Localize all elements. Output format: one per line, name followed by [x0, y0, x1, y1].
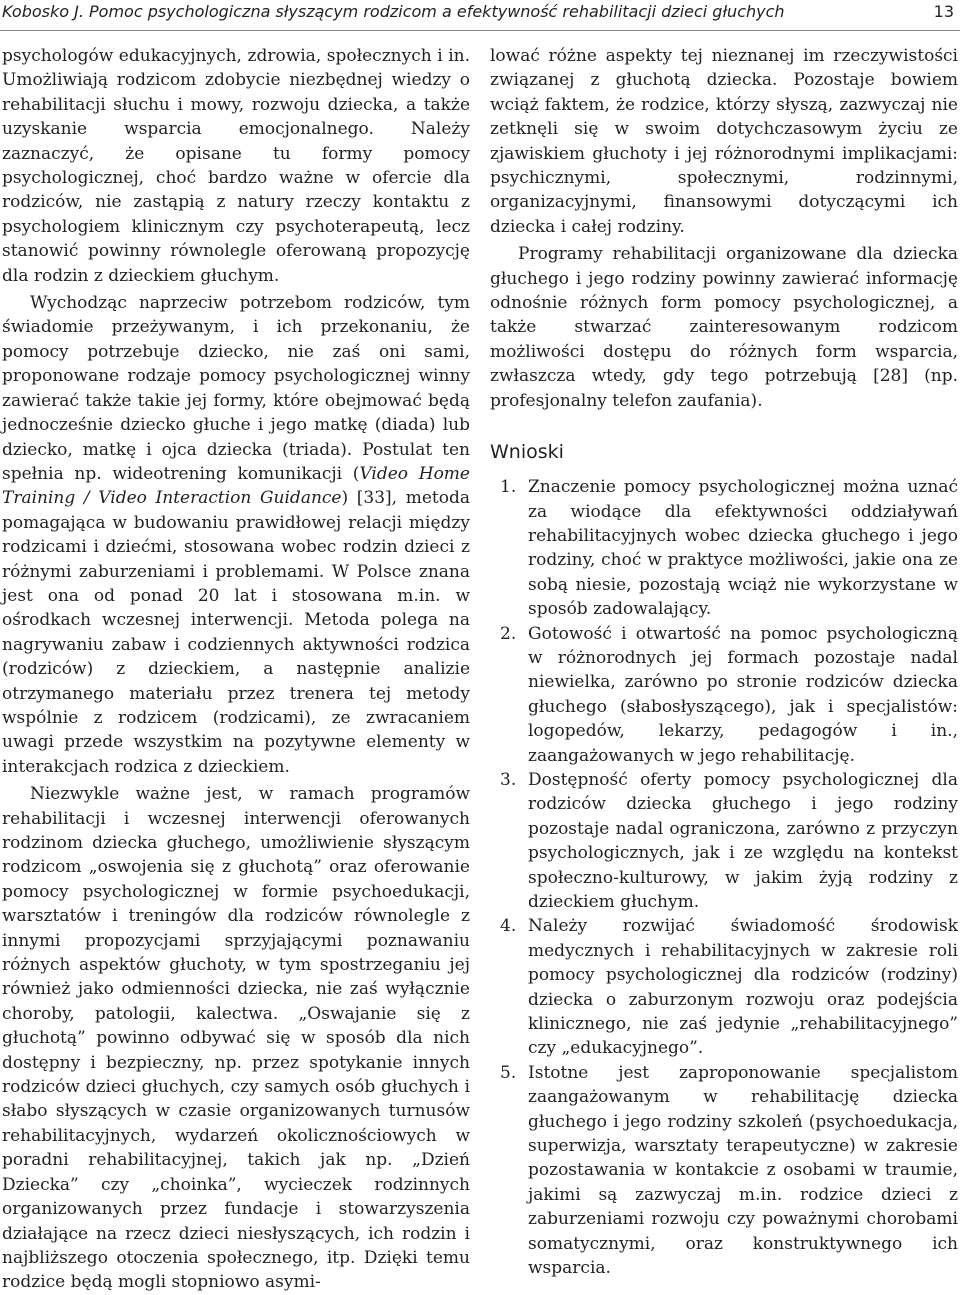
paragraph-text: ) [33], metoda pomagająca w budowaniu prawidłowej relacji między rodzicami i dziećmi, stosowana wobec rodzin dzieci z różnymi zaburzeniami i problemami. W Polsce znana jest ona od ponad 20 lat i stosowana m.in. w ośrodkach wczesnej interwencji. Metoda polega na nagrywaniu zabaw i codziennych aktywności rodzica (rodziców) z dzieckiem, a następnie analizie otrzymanego materiału przez trenera tej metody wspólnie z rodzicem (rodzicami), ze zwracaniem uwagi przede wszystkim na pozytywne elementy w interakcjach rodzica z dzieckiem. [2, 488, 470, 777]
item-text: Należy rozwijać świadomość środowisk medycznych i rehabilitacyjnych w zakresie roli pomocy psychologicznej dla rodziców (rodziny) dziecka o zaburzonym rozwoju oraz podejścia klinicznego, nie zaś jedynie „rehabilitacyjnego” czy „edukacyjnego”. [528, 916, 958, 1059]
list-item [490, 768, 958, 914]
right-column [490, 44, 958, 1281]
item-number: 2. [500, 623, 517, 644]
paragraph: psychologów edukacyjnych, zdrowia, społecznych i in. Umożliwiają rodzicom zdobycie niezbędnej wiedzy o rehabilitacji słuchu i mowy, rozwoju dziecka, a także uzyskanie wsparcia emocjonalnego. Należy zaznaczyć, że opisane tu formy pomocy psychologicznej, choć bardzo ważne w ofercie dla rodziców, nie zastąpią z natury rzeczy kontaktu z psychologiem klinicznym czy psychoterapeutą, lecz stanowić powinny równolegle oferowaną propozycję dla rodzin z dzieckiem głuchym. [2, 46, 470, 286]
item-text: Znaczenie pomocy psychologicznej można uznać za wiodące dla efektywności oddziaływań rehabilitacyjnych wobec dziecka głuchego i jego rodziny, choć w praktyce możliwości, jakie ona ze sobą niesie, pozostają wciąż nie wykorzystane w sposób zadowalający. [528, 477, 958, 620]
item-text: Gotowość i otwartość na pomoc psychologiczną w różnorodnych jej formach pozostaje nadal niewielka, zarówno po stronie rodziców dziecka głuchego (słabosłyszącego), jak i specjalistów: logopedów, lekarzy, pedagogów i in., zaangażowanych w jego rehabilitację. [528, 623, 958, 766]
page-number: 13 [933, 2, 954, 21]
paragraph: Programy rehabilitacji organizowane dla dziecka głuchego i jego rodziny powinny zawierać informację odnośnie różnych form pomocy psychologicznej, a także stwarzać zainteresowanym rodzicom możliwości dostępu do różnych form wsparcia, zwłaszcza wtedy, gdy tego potrzebują [28] (np. profesjonalny telefon zaufania). [490, 244, 958, 411]
paragraph: Niezwykle ważne jest, w ramach programów rehabilitacji i wczesnej interwencji oferowanych rodzinom dziecka głuchego, umożliwienie słyszącym rodzicom „oswojenia się z głuchotą” oraz oferowanie pomocy psychologicznej w formie psychoedukacji, warsztatów i treningów dla rodziców równolegle z innymi propozycjami sprzyjającymi poznawaniu różnych aspektów głuchoty, w tym spostrzeganiu jej również jako odmienności dziecka, nie zaś wyłącznie choroby, patologii, kalectwa. „Oswajanie się z głuchotą” powinno odbywać się w sposób dla nich dostępny i bezpieczny, np. przez spotykanie innych rodziców dzieci głuchych, czy samych osób głuchych i słabo słyszących w czasie organizowanych turnusów rehabilitacyjnych, wydarzeń okolicznościowych w poradni rehabilitacyjnej, takich jak np. „Dzień Dziecka” czy „choinka”, wycieczek rodzinnych organizowanych przez fundacje i stowarzyszenia działające na rzecz dzieci niesłyszących, ich rodzin i najbliższego otoczenia społecznego, itp. Dzięki temu rodzice będą mogli stopniowo asymi- [2, 784, 470, 1293]
header-divider [0, 30, 960, 31]
section-heading: Wnioski [490, 441, 564, 464]
item-number: 5. [500, 1062, 517, 1083]
item-text: Istotne jest zaproponowanie specjalistom zaangażowanym w rehabilitację dziecka głuchego i jego rodziny szkoleń (psychoedukacja, superwizja, warsztaty terapeutyczne) w zakresie pozostawania w kontakcie z osobami w traumie, jakimi są zazwyczaj m.in. rodzice dzieci z zaburzeniami rozwoju czy poważnymi chorobami somatycznymi, oraz konstruktywnego ich wsparcia. [528, 1062, 958, 1279]
item-number: 4. [500, 916, 517, 937]
running-header [0, 0, 960, 30]
running-title: Kobosko J. Pomoc psychologiczna słyszącym rodzicom a efektywność rehabilitacji dzieci głuchych [2, 2, 785, 21]
list-item [490, 1061, 958, 1281]
item-number: 3. [500, 769, 517, 790]
list-item [490, 914, 958, 1060]
list-item [490, 475, 958, 621]
paragraph-text: Wychodząc naprzeciw potrzebom rodziców, tym świadomie przeżywanym, i ich przekonaniu, że pomocy potrzebuje dziecko, nie zaś oni sami, proponowane rodzaje pomocy psychologicznej winny zawierać także takie jej formy, które obejmować będą jednocześnie dziecko głuche i jego matkę (diada) lub dziecko, matkę i ojca dziecka (triada). Postulat ten spełnia np. wideotrening komunikacji ( [2, 293, 470, 484]
italic-term: Video Home Training / Video Interaction Guidance [2, 463, 470, 509]
paragraph: lować różne aspekty tej nieznanej im rzeczywistości związanej z głuchotą dziecka. Pozostaje bowiem wciąż faktem, że rodzice, którzy słyszą, zazwyczaj nie zetknęli się w swoim dotychczasowym życiu ze zjawiskiem głuchoty i jej różnorodnymi implikacjami: psychicznymi, społecznymi, rodzinnymi, organizacyjnymi, finansowymi dotyczącymi ich dziecka i całej rodziny. [490, 46, 958, 237]
left-column [2, 44, 470, 1295]
list-item [490, 622, 958, 768]
item-text: Dostępność oferty pomocy psychologicznej dla rodziców dziecka głuchego i jego rodziny pozostaje nadal ograniczona, zarówno z przyczyn psychologicznych, jak i ze względu na kontekst społeczno-kulturowy, w jakim żyją rodziny z dzieckiem głuchym. [528, 769, 958, 912]
item-number: 1. [500, 477, 517, 498]
conclusions-list [490, 475, 958, 1280]
paragraph [2, 291, 470, 779]
